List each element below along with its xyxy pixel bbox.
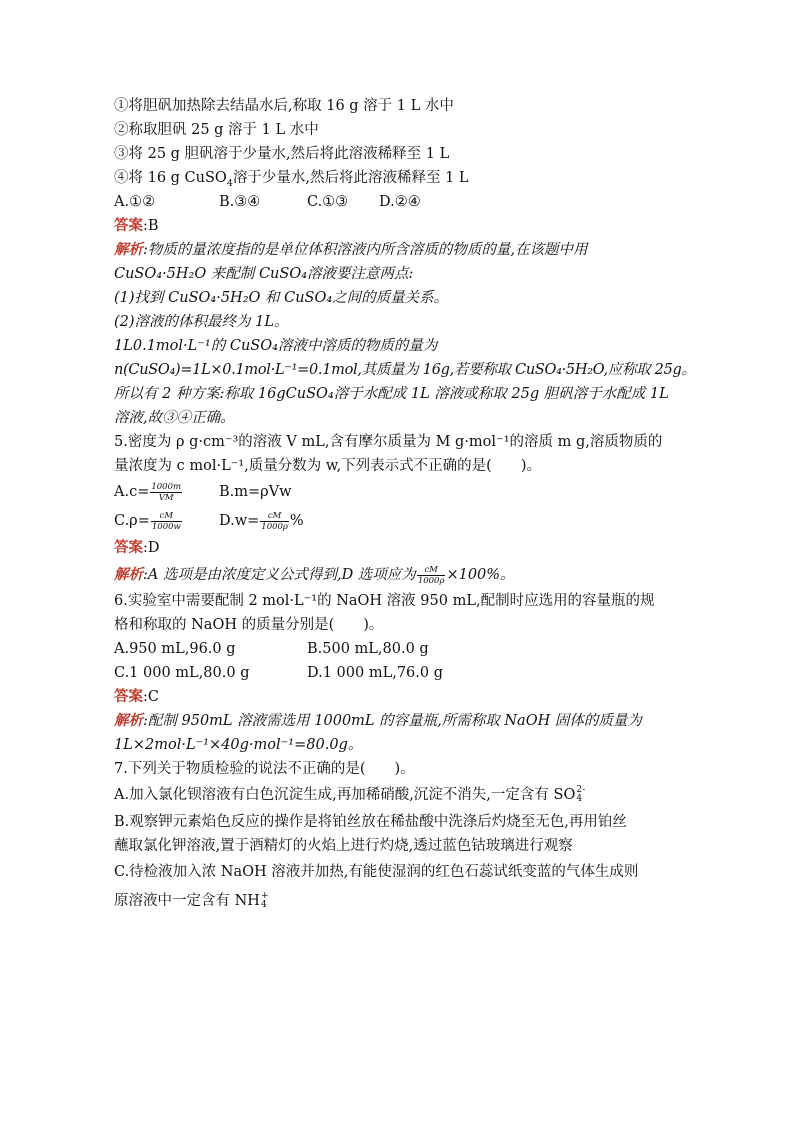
- q4-analysis-7: 所以有 2 种方案:称取 16gCuSO₄溶于水配成 1L 溶液或称取 25g 胆矾溶于水配成 1L: [114, 386, 669, 402]
- q7-stem: 7.下列关于物质检验的说法不正确的是( )。: [114, 761, 415, 777]
- q4-analysis-2: CuSO₄·5H₂O 来配制 CuSO₄溶液要注意两点:: [114, 266, 414, 282]
- q4-analysis-4: (2)溶液的体积最终为 1L。: [114, 314, 289, 330]
- q5-option-a: A.c= $\frac{1000m}{VM}$: [114, 481, 182, 503]
- q5-options-cd: [114, 507, 694, 536]
- q6-options-cd: [114, 661, 694, 685]
- analysis-label: 解析: [114, 712, 143, 729]
- analysis-label: 解析: [114, 241, 143, 258]
- q4-analysis-8: 溶液,故③④正确。: [114, 410, 235, 426]
- q6-analysis-2: 1L×2mol·L⁻¹×40g·mol⁻¹=80.0g。: [114, 737, 363, 753]
- q5-analysis: 解析:A 选项是由浓度定义公式得到,D 选项应为 $\frac{cM}{1000\rho}$ ×100%。: [114, 564, 515, 586]
- q7-option-a: A.加入氯化钡溶液有白色沉淀生成,再加稀硝酸,沉淀不消失,一定含有 SO 2- 4: [114, 785, 586, 804]
- answer-label: 答案: [114, 688, 143, 705]
- q5-option-a-fraction: $\frac{1000m}{VM}$: [151, 481, 182, 503]
- q7-option-b-2: 蘸取氯化钾溶液,置于酒精灯的火焰上进行灼烧,透过蓝色钴玻璃进行观察: [114, 838, 573, 854]
- q5-stem-1: 5.密度为 ρ g·cm⁻³的溶液 V mL,含有摩尔质量为 M g·mol⁻¹的溶质 m g,溶质物质的: [114, 434, 663, 450]
- q5-option-c-fraction: $\frac{cM}{1000w}$: [151, 510, 181, 532]
- q5-stem-2: 量浓度为 c mol·L⁻¹,质量分数为 w,下列表示式不正确的是( )。: [114, 458, 541, 474]
- q4-item-4: ④将 16 g CuSO$_4$溶于少量水,然后将此溶液稀释至 1 L: [114, 170, 469, 189]
- q6-analysis-1: 解析:配制 950mL 溶液需选用 1000mL 的容量瓶,所需称取 NaOH 固体的质量为: [114, 712, 642, 729]
- q6-option-d: D.1 000 mL,76.0 g: [307, 665, 444, 681]
- q4-item-1: ①将胆矾加热除去结晶水后,称取 16 g 溶于 1 L 水中: [114, 98, 454, 114]
- q4-analysis-5: 1L0.1mol·L⁻¹的 CuSO₄溶液中溶质的物质的量为: [114, 338, 438, 354]
- q4-option-d: D.②④: [379, 194, 421, 210]
- q6-stem-2: 格和称取的 NaOH 的质量分别是( )。: [114, 617, 384, 633]
- q5-option-b: B.m=ρVw: [219, 484, 292, 500]
- answer-label: 答案: [114, 217, 143, 234]
- q4-option-b: B.③④: [219, 194, 261, 210]
- q5-option-d: D.w= $\frac{cM}{1000\rho}$ %: [219, 510, 304, 532]
- q6-option-b: B.500 mL,80.0 g: [307, 641, 429, 657]
- q4-item-3: ③将 25 g 胆矾溶于少量水,然后将此溶液稀释至 1 L: [114, 146, 450, 162]
- q4-analysis-1: 解析:物质的量浓度指的是单位体积溶液内所含溶质的物质的量,在该题中用: [114, 241, 588, 258]
- q7-option-b-1: B.观察钾元素焰色反应的操作是将铂丝放在稀盐酸中洗涤后灼烧至无色,再用铂丝: [114, 814, 627, 830]
- q6-options-ab: [114, 637, 694, 661]
- q4-option-a: A.①②: [114, 194, 156, 210]
- q4-analysis-3: (1)找到 CuSO₄·5H₂O 和 CuSO₄之间的质量关系。: [114, 290, 449, 306]
- q5-answer: 答案:D: [114, 539, 160, 556]
- q5-analysis-fraction: $\frac{cM}{1000\rho}$: [417, 564, 445, 586]
- document-page: [114, 94, 694, 916]
- q7-option-c-2: 原溶液中一定含有 NH + 4: [114, 891, 269, 910]
- q4-analysis-6: n(CuSO₄)=1L×0.1mol·L⁻¹=0.1mol,其质量为 16g,若要称取 CuSO₄·5H₂O,应称取 25g。: [114, 362, 696, 378]
- q5-option-c: C.ρ= $\frac{cM}{1000w}$: [114, 510, 181, 532]
- q6-option-c: C.1 000 mL,80.0 g: [114, 665, 250, 681]
- analysis-label: 解析: [114, 566, 143, 583]
- q6-answer: 答案:C: [114, 688, 159, 705]
- q6-stem-1: 6.实验室中需要配制 2 mol·L⁻¹的 NaOH 溶液 950 mL,配制时应选用的容量瓶的规: [114, 593, 655, 609]
- q6-option-a: A.950 mL,96.0 g: [114, 641, 236, 657]
- answer-label: 答案: [114, 539, 143, 556]
- q5-option-d-fraction: $\frac{cM}{1000\rho}$: [261, 510, 288, 532]
- q4-item-2: ②称取胆矾 25 g 溶于 1 L 水中: [114, 122, 319, 138]
- q4-answer: 答案:B: [114, 217, 159, 234]
- q7-option-c-1: C.待检液加入浓 NaOH 溶液并加热,有能使湿润的红色石蕊试纸变蓝的气体生成则: [114, 864, 639, 880]
- q5-options-ab: [114, 478, 694, 507]
- q4-option-c: C.①③: [307, 194, 349, 210]
- q4-options: [114, 190, 694, 214]
